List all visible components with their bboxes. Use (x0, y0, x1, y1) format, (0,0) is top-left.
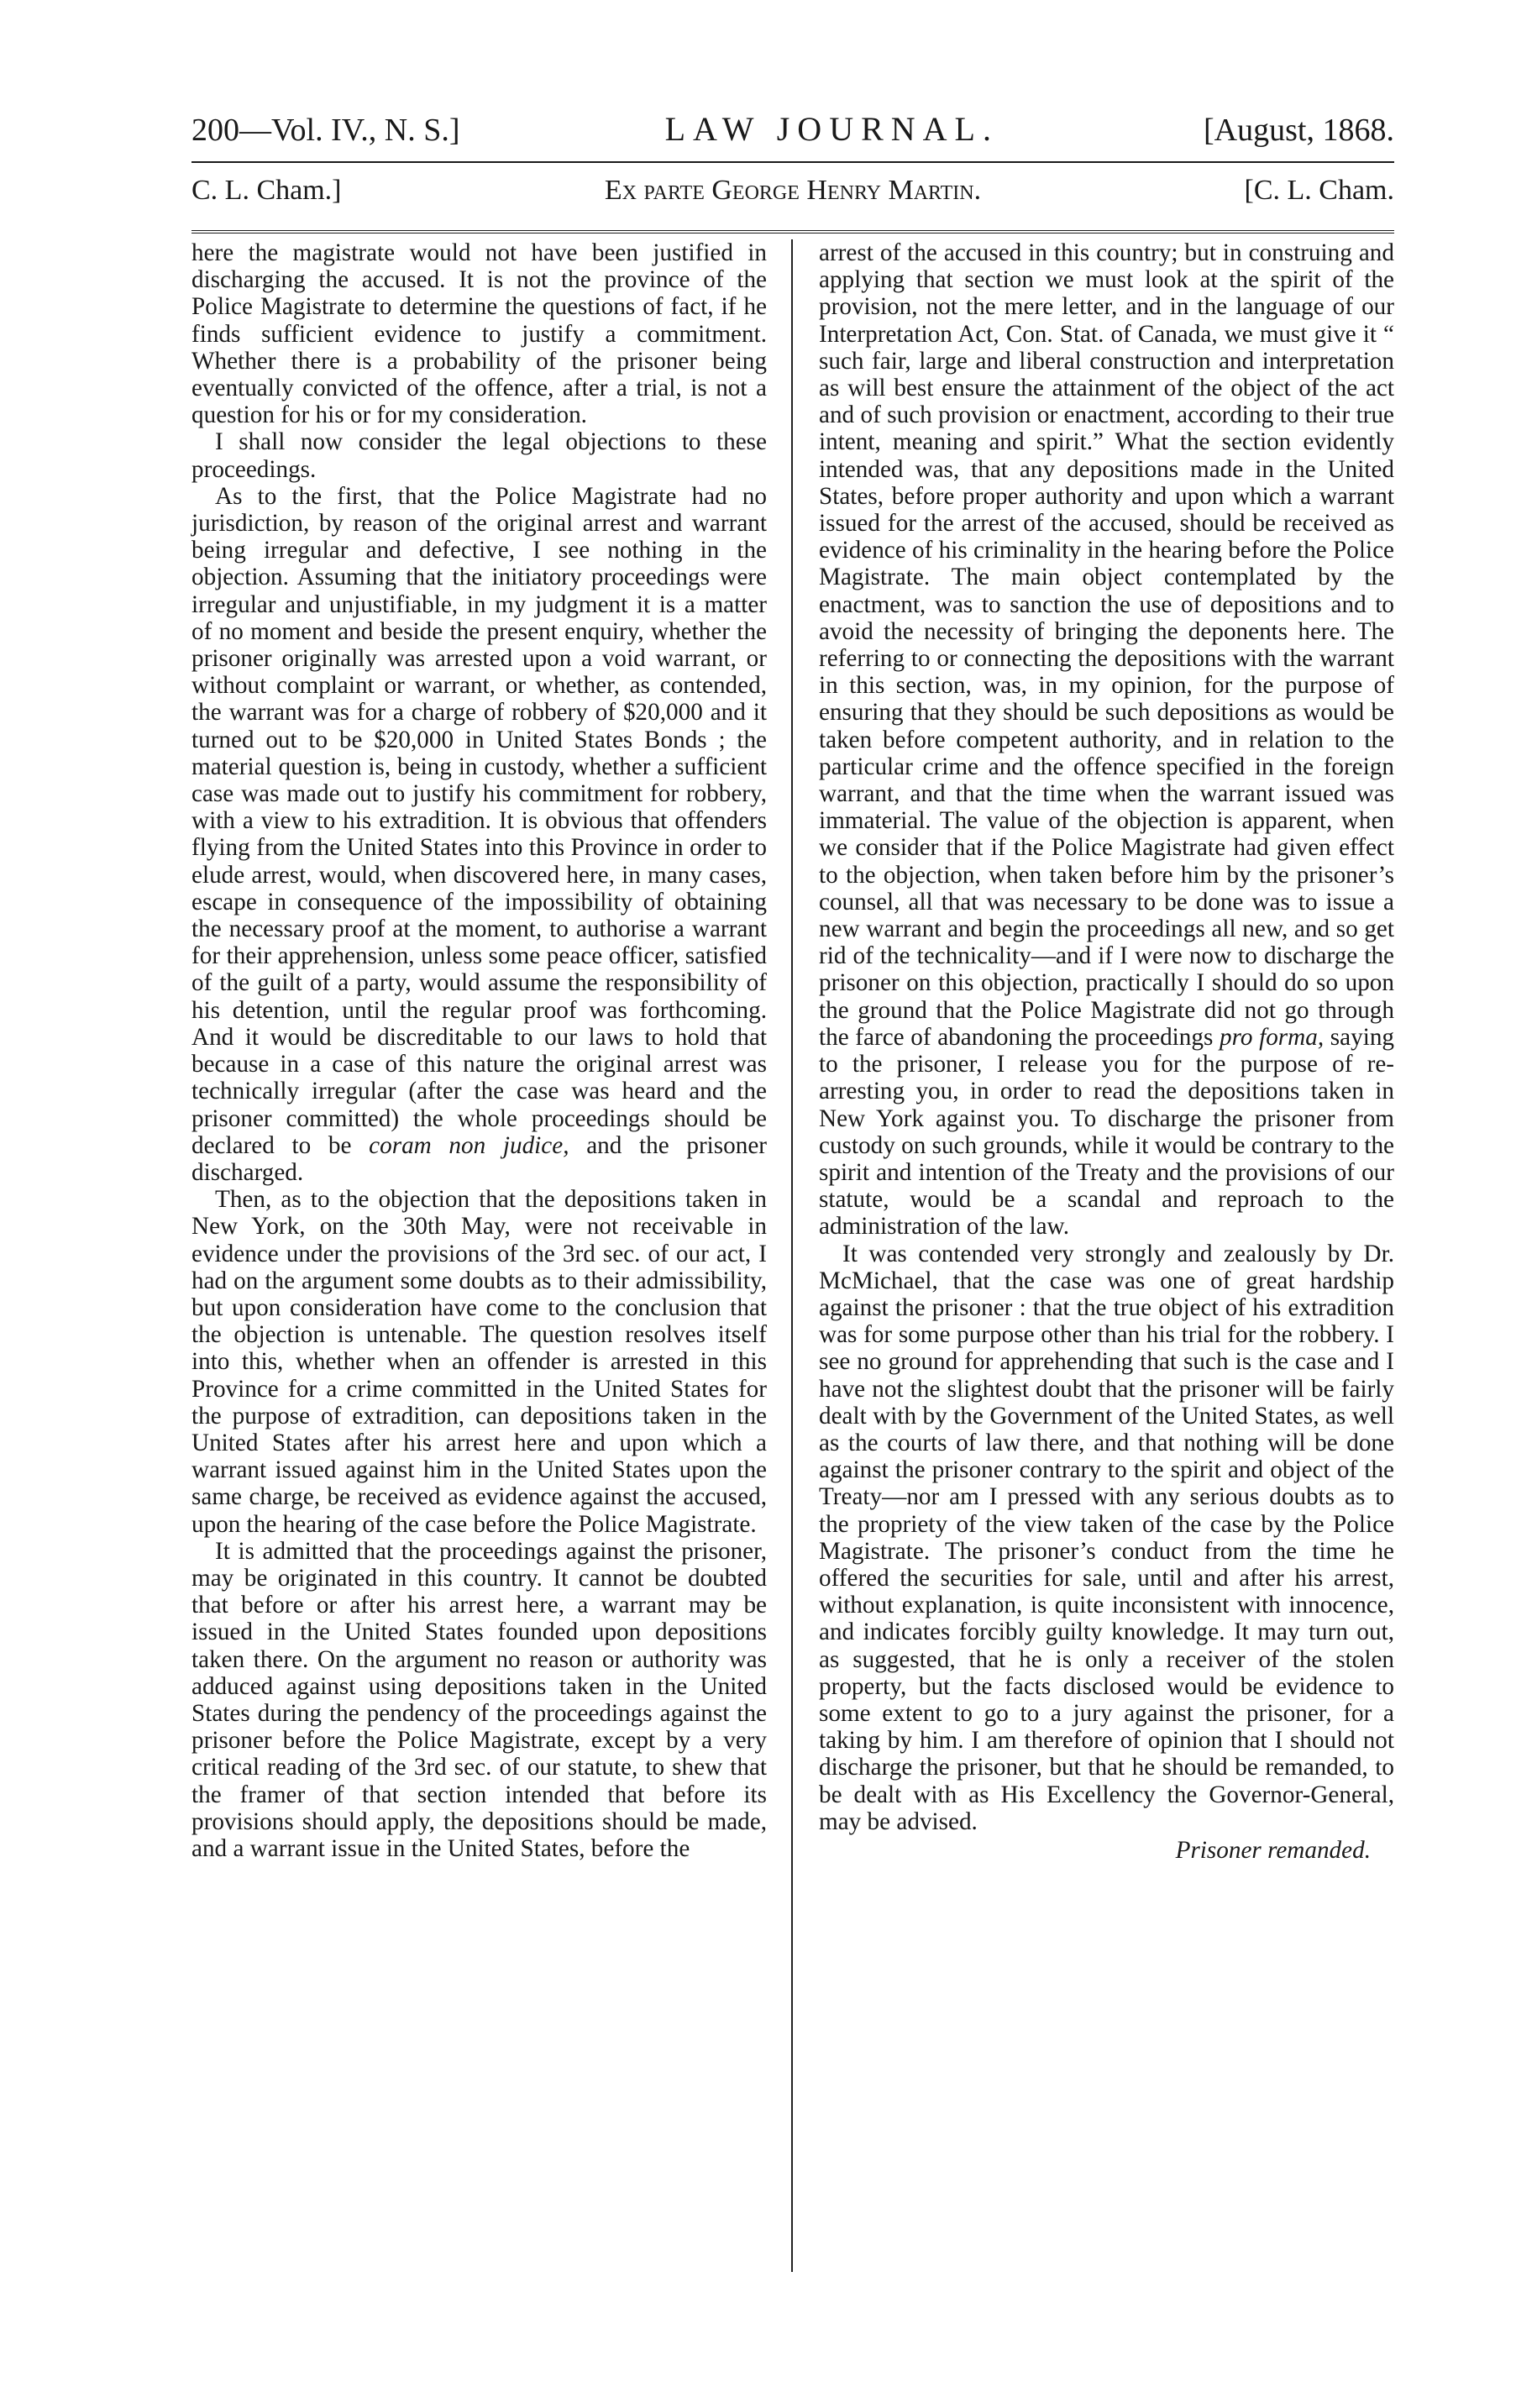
latin-phrase: pro forma, (1220, 1023, 1325, 1051)
paragraph: here the magistrate would not have been justified in discharging the accused. It is not the province of the Police Magistrate to determine the questions of fact, if he finds sufficient evidence to justify a commitment. Whether there is a probability of the prisoner being eventually convicted of the offence, after a trial, is not a question for his or for my consideration. (191, 239, 767, 429)
issue-date: [August, 1868. (1204, 113, 1394, 148)
paragraph-text: and the prisoner discharged. (191, 1131, 767, 1186)
closing-remark: Prisoner remanded. (1175, 1836, 1371, 1864)
running-header (191, 109, 1394, 156)
court-label-right: [C. L. Cham. (1244, 175, 1394, 206)
case-header-rule (191, 230, 1394, 233)
right-column (819, 239, 1394, 1864)
paragraph (819, 239, 1394, 1241)
paragraph-text: arrest of the accused in this country; but in construing and applying that section we must look at the spirit of the provision, not the mere letter, and in the language of our Interpretation Act, Con. Stat. of Canada, we must give it “ such fair, large and liberal construction and interpretation as will best ensure the attainment of the object of the act and of such provision or enactment, according to their true intent, meaning and spirit.” What the section evidently intended was, that any depositions made in the United States, before proper authority and upon which a warrant issued for the arrest of the accused, should be received as evidence of his criminality in the hearing before the Police Magistrate. The main object contemplated by the enactment, was to sanction the use of depositions and to avoid the necessity of bringing the deponents here. The referring to or connecting the depositions with the warrant in this section, was, in my opinion, for the purpose of ensuring that they should be such depositions as would be taken before competent authority, and in relation to the particular crime and the offence specified in the foreign warrant, and that the time when the warrant issued was immaterial. The value of the objection is apparent, when we consider that if the Police Magistrate had given effect to the objection, when taken before him by the prisoner’s counsel, all that was necessary to be done was to issue a new warrant and begin the proceedings all new, and so get rid of the technicality—and if I were now to discharge the prisoner on this objection, practically I should do so upon the ground that the Police Magistrate did not go through the farce of abandoning the proceedings (819, 239, 1394, 1051)
paragraph (191, 483, 767, 1186)
left-column (191, 239, 767, 1864)
case-header (191, 175, 1394, 225)
text-columns (191, 239, 1394, 1864)
paragraph: Then, as to the objection that the depositions taken in New York, on the 30th May, were not receivable in evidence under the provisions of the 3rd sec. of our act, I had on the argument some doubts as to their admissibility, but upon consideration have come to the conclusion that the objection is untenable. The question resolves itself into this, whether when an offender is arrested in this Province for a crime committed in the United States for the purpose of extradition, can depositions taken in the United States after his arrest here and upon which a warrant issued against him in the United States upon the same charge, be received as evidence against the accused, upon the hearing of the case before the Police Magistrate. (191, 1186, 767, 1538)
paragraph-text: saying to the prisoner, I release you for the purpose of re-arresting you, in order to read the depositions taken in New York against you. To discharge the prisoner from custody on such grounds, while it would be contrary to the spirit and intention of the Treaty and the provisions of our statute, would be a scandal and reproach to the administration of the law. (819, 1023, 1395, 1241)
page-volume-label: 200—Vol. IV., N. S.] (191, 113, 460, 148)
court-label-left: C. L. Cham.] (191, 175, 342, 206)
paragraph: I shall now consider the legal objections to these proceedings. (191, 428, 767, 483)
paragraph-text: As to the first, that the Police Magistrate had no jurisdiction, by reason of the original arrest and warrant being irregular and defective, I see nothing in the objection. Assuming that the initiatory proceedings were irregular and unjustifiable, in my judgment it is a matter of no moment and beside the present enquiry, whether the prisoner originally was arrested upon a void warrant, or without complaint or warrant, or whether, as contended, the warrant was for a charge of robbery of $20,000 and it turned out to be $20,000 in United States Bonds ; the material question is, being in custody, whether a sufficient case was made out to justify his commitment for robbery, with a view to his extradition. It is obvious that offenders flying from the United States into this Province in order to elude arrest, would, when discovered here, in many cases, escape in consequence of the impossibility of obtaining the necessary proof at the moment, to authorise a warrant for their apprehension, unless some peace officer, satisfied of the guilt of a party, would assume the responsibility of his detention, until the regular proof was forthcoming. And it would be discreditable to our laws to hold that because in a case of this nature the original arrest was technically irregular (after the case was heard and the prisoner committed) the whole proceedings should be declared to be (191, 482, 767, 1159)
paragraph: It is admitted that the proceedings against the prisoner, may be originated in this country. It cannot be doubted that before or after his arrest here, a warrant may be issued in the United States founded upon depositions taken there. On the argument no reason or authority was adduced against using depositions taken in the United States during the pendency of the proceedings against the prisoner before the Police Magistrate, except by a very critical reading of the 3rd sec. of our statute, to shew that the framer of that section intended that before its provisions should apply, the depositions should be made, and a warrant issue in the United States, before the (191, 1537, 767, 1862)
latin-phrase: coram non judice, (369, 1131, 569, 1159)
journal-page (191, 109, 1395, 1864)
journal-title: LAW JOURNAL. (664, 110, 999, 148)
header-rule (191, 161, 1394, 163)
paragraph: It was contended very strongly and zealously by Dr. McMichael, that the case was one of great hardship against the prisoner : that the true object of his extradition was for some purpose other than his trial for the robbery. I see no ground for apprehending that such is the case and I have not the slightest doubt that the prisoner will be fairly dealt with by the Government of the United States, as well as the courts of law there, and that nothing will be done against the prisoner contrary to the spirit and object of the Treaty—nor am I pressed with any serious doubts as to the propriety of the view taken of the case by the Police Magistrate. The prisoner’s conduct from the time he offered the securities for sale, until and after his arrest, without explanation, is quite inconsistent with innocence, and indicates forcibly guilty knowledge. It may turn out, as suggested, that he is only a receiver of the stolen property, but the facts disclosed would be evidence to some extent to go to a jury against the prisoner, for a taking by him. I am therefore of opinion that I should not discharge the prisoner, but that he should be remanded, to be dealt with as His Excellency the Governor-General, may be advised. (819, 1240, 1394, 1835)
case-title: Ex parte George Henry Martin. (604, 175, 982, 206)
